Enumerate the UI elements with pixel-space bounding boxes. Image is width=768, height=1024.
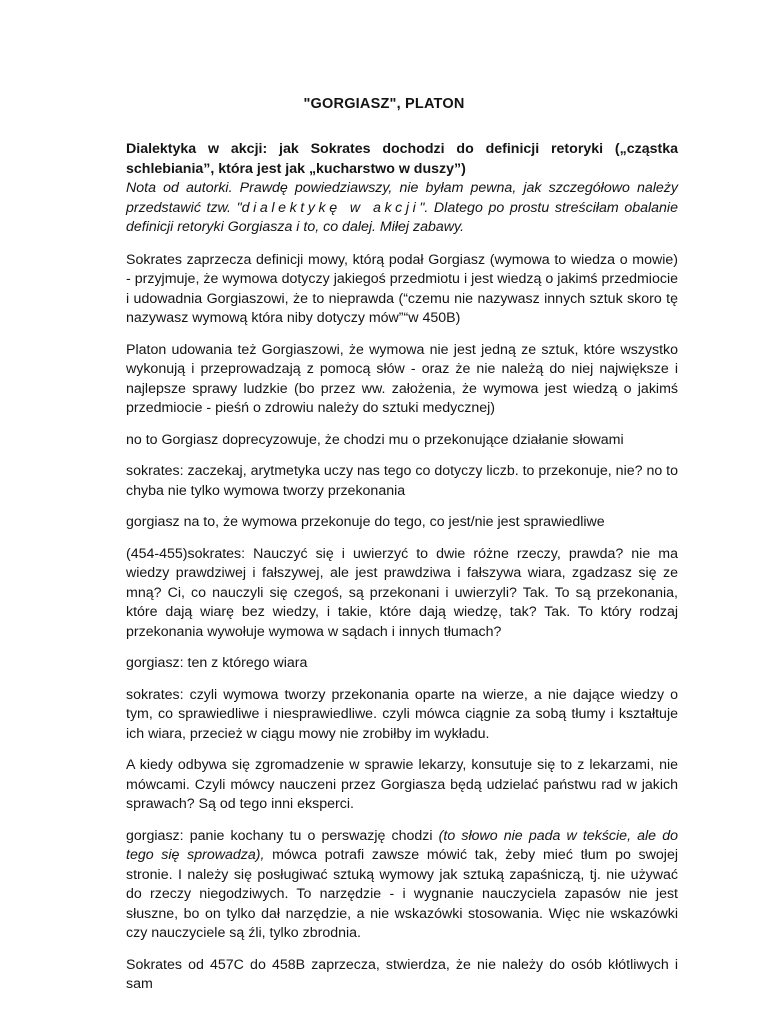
paragraph-gorgias-answer: gorgiasz: ten z którego wiara bbox=[126, 655, 308, 671]
paragraph-gorgias-precise: no to Gorgiasz doprecyzowuje, że chodzi mu o przekonujące działanie słowami bbox=[126, 431, 624, 448]
author-note-spaced: dialektykę w akcji bbox=[241, 199, 420, 216]
author-note bbox=[126, 179, 678, 238]
paragraph-assembly: A kiedy odbywa się zgromadzenie w sprawie lekarzy, konsutuje się to z lekarzami, nie mówcami. Czyli mówcy nauczeni przez Gorgiasza będą udzielać państwu rad w jakich sprawach? Są od tego inni eksperci. bbox=[126, 757, 678, 812]
persuasion-aside: (to słowo nie pada w tekście, ale do tego się sprowadza), bbox=[126, 827, 678, 863]
document-body bbox=[126, 140, 678, 1007]
paragraph-justice: gorgiasz na to, że wymowa przekonuje do tego, co jest/nie jest sprawiedliwe bbox=[126, 514, 605, 530]
author-note-end: ". Dlatego po prostu streściłam obalanie definicji retoryki Gorgiasza i to, co dalej. Miłej zabawy. bbox=[126, 199, 678, 235]
lead-heading: Dialektyka w akcji: jak Sokrates dochodzi do definicji retoryki („cząstka schlebiania”, która jest jak „kucharstwo w duszy”) bbox=[126, 141, 678, 177]
author-note-start: Nota od autorki. Prawdę powiedziawszy, nie byłam pewna, jak szczegółowo należy przedstawić tzw. " bbox=[126, 180, 678, 216]
paragraph-arithmetic: sokrates: zaczekaj, arytmetyka uczy nas tego co dotyczy liczb. to przekonuje, nie? no to chyba nie tylko wymowa tworzy przekonania bbox=[126, 463, 679, 499]
paragraph-belief-knowledge: (454-455)sokrates: Nauczyć się i uwierzyć to dwie różne rzeczy, prawda? nie ma wiedzy prawdziwej i fałszywej, ale jest prawdziwa i fałszywa wiara, zgadzasz się ze mną? Ci, co nauczyli się czegoś, są przekonani i uwierzyli? Tak. To są przekonania, które dają wiarę bez wiedzy, i takie, które dają wiedzę, tak? Tak. To który rodzaj przekonania wywołuje wymowa w sądach i innych tłumach? bbox=[126, 545, 678, 640]
paragraph-sokrates-conclusion: sokrates: czyli wymowa tworzy przekonania oparte na wierze, a nie dające wiedzy o tym, co sprawiedliwe i niesprawiedliwe. czyli mówca ciągnie za sobą tłumy i kształtuje ich wiara, przecież w ciągu mowy nie zrobiłby im wykładu. bbox=[126, 686, 678, 742]
persuasion-start: gorgiasz: panie kochany tu o perswazję chodzi bbox=[126, 827, 439, 844]
paragraph-persuasion bbox=[126, 827, 678, 944]
paragraph-last: Sokrates od 457C do 458B zaprzecza, stwierdza, że nie należy do osób kłótliwych i sam bbox=[126, 956, 678, 992]
paragraph-definition: Sokrates zaprzecza definicji mowy, którą podał Gorgiasz (wymowa to wiedza o mowie) - przyjmuje, że wymowa dotyczy jakiegoś przedmiotu i jest wiedzą o jakimś przedmiocie i udowadnia Gorgiaszowi, że to nieprawda (“czemu nie nazywasz innych sztuk skoro tę nazywasz wymową która niby dotyczy mów”“w 450B) bbox=[126, 251, 678, 326]
document-title: "GORGIASZ", PLATON bbox=[303, 96, 465, 112]
persuasion-rest: mówca potrafi zawsze mówić tak, żeby mieć tłum po swojej stronie. I należy się posługiwać sztuką wymowy jak sztuką zapaśniczą, tj. nie używać do rzeczy niegodziwych. To narzędzie - i wygnanie nauczyciela zapasów nie jest słuszne, bo on tylko dał narzędzie, a nie wskazówki stosowania. Więc nie wskazówki czy nauczyciele są źli, tylko zbrodnia. bbox=[126, 847, 678, 941]
paragraph-platon: Platon udowania też Gorgiaszowi, że wymowa nie jest jedną ze sztuk, które wszystko wykonują i przeprowadzają z pomocą słów - oraz że nie należą do niej największe i najlepsze sprawy ludzkie (bo przez ww. założenia, że wymowa jest wiedzą o jakimś przedmiocie - pieśń o zdrowiu należy do sztuki medycznej) bbox=[126, 341, 678, 416]
